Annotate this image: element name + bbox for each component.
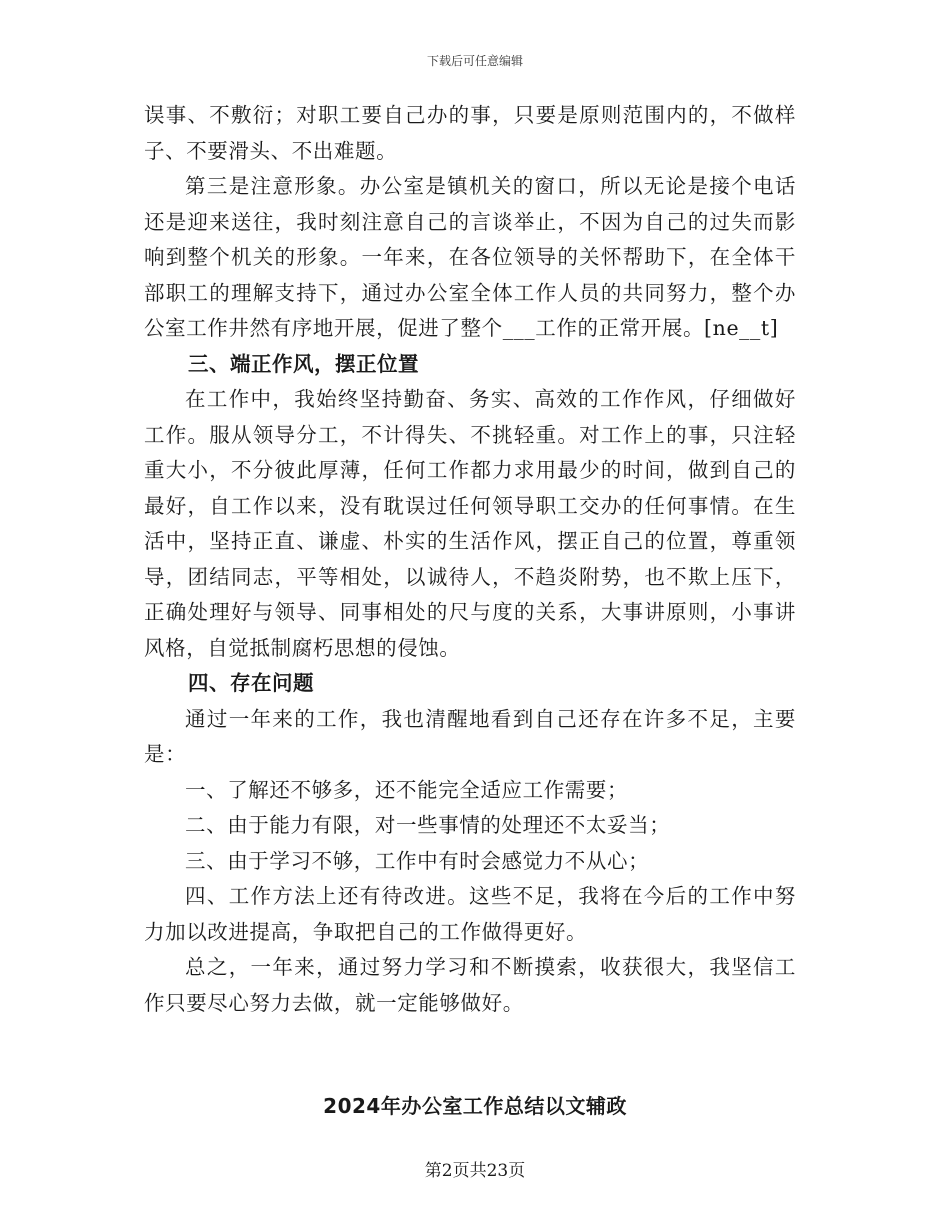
list-item-1: 一、了解还不够多，还不能完全适应工作需要； <box>185 777 629 802</box>
next-document-title: 2024年办公室工作总结以文辅政 <box>323 1094 627 1118</box>
paragraph-conclusion: 总之，一年来，通过努力学习和不断摸索，收获很大，我坚信工作只要尽心努力去做，就一定能够做好。 <box>144 955 796 1015</box>
list-item-3: 三、由于学习不够，工作中有时会感觉力不从心； <box>185 848 650 873</box>
page-footer: 第2页共23页 <box>424 1161 526 1181</box>
section-heading-4: 四、存在问题 <box>188 671 314 695</box>
list-item-2: 二、由于能力有限，对一些事情的处理还不太妥当； <box>185 813 671 837</box>
page-header-note: 下载后可任意编辑 <box>426 54 523 68</box>
list-item-4: 四、工作方法上还有待改进。这些不足，我将在今后的工作中努力加以改进提高，争取把自己的工作做得更好。 <box>144 884 796 944</box>
paragraph-work-style: 在工作中，我始终坚持勤奋、务实、高效的工作作风，仔细做好工作。服从领导分工，不计得失、不挑轻重。对工作上的事，只注轻重大小，不分彼此厚薄，任何工作都力求用最少的时间，做到自己的最好，自工作以来，没有耽误过任何领导职工交办的任何事情。在生活中，坚持正直、谦虚、朴实的生活作风，摆正自己的位置，尊重领导，团结同志，平等相处，以诚待人，不趋炎附势，也不欺上压下，正确处理好与领导、同事相处的尺与度的关系，大事讲原则，小事讲风格，自觉抵制腐朽思想的侵蚀。 <box>144 387 796 660</box>
paragraph-continuation: 误事、不敷衍；对职工要自己办的事，只要是原则范围内的，不做样子、不要滑头、不出难题。 <box>144 103 796 163</box>
paragraph-problems-intro: 通过一年来的工作，我也清醒地看到自己还存在许多不足，主要是： <box>144 706 796 766</box>
document-body <box>144 98 796 1021</box>
section-heading-3: 三、端正作风，摆正位置 <box>188 351 419 376</box>
paragraph-image-attention: 第三是注意形象。办公室是镇机关的窗口，所以无论是接个电话还是迎来送往，我时刻注意自己的言谈举止，不因为自己的过失而影响到整个机关的形象。一年来，在各位领导的关怀帮助下，在全体干部职工的理解支持下，通过办公室全体工作人员的共同努力，整个办公室工作井然有序地开展，促进了整个___工作的正常开展。[ne__t] <box>144 174 796 340</box>
